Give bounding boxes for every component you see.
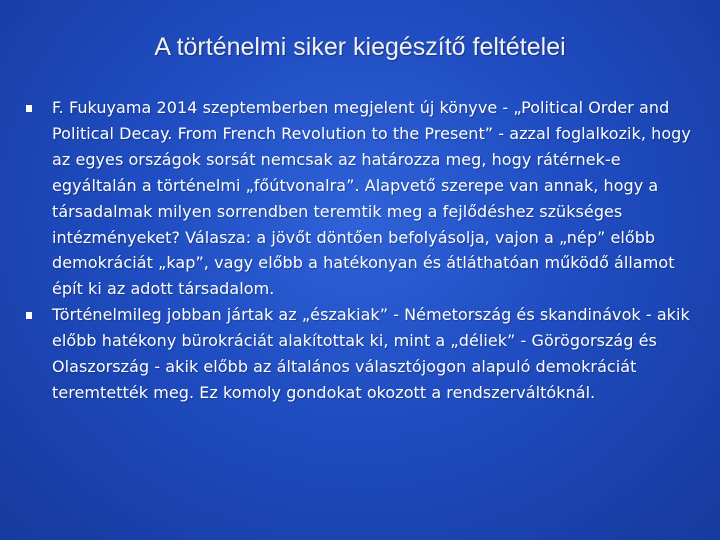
bullet-text-1: F. Fukuyama 2014 szeptemberben megjelent új könyve - „Political Order and Political Decay. From French Revolution to the Present” - azzal foglalkozik, hogy az egyes országok sorsát nemcsak az határozza meg, hogy rátérnek-e egyáltalán a történelmi „főútvonalra”. Alapvető szerepe van annak, hogy a társadalmak milyen sorrendben teremtik meg a fejlődéshez szükséges intézményeket? Válasza: a jövőt döntően befolyásolja, vajon a „nép” előbb demokráciát „kap”, vagy előbb a hatékonyan és átláthatóan működő államot épít ki az adott társadalom. — [52, 98, 691, 299]
bullet-item-2 — [22, 302, 692, 406]
square-bullet-icon — [26, 105, 32, 112]
slide-title: A történelmi siker kiegészítő feltételei — [154, 33, 566, 61]
bullet-text-2: Történelmileg jobban jártak az „északiak” - Németország és skandinávok - akik előbb hatékony bürokráciát alakítottak ki, mint a „déliek” - Görögország és Olaszország - akik előbb az általános választójogon alapuló demokráciát teremtették meg. Ez komoly gondokat okozott a rendszerváltóknál. — [52, 305, 690, 402]
bullet-item-1 — [22, 95, 692, 302]
bullet-list — [22, 95, 692, 406]
square-bullet-icon — [26, 312, 32, 319]
